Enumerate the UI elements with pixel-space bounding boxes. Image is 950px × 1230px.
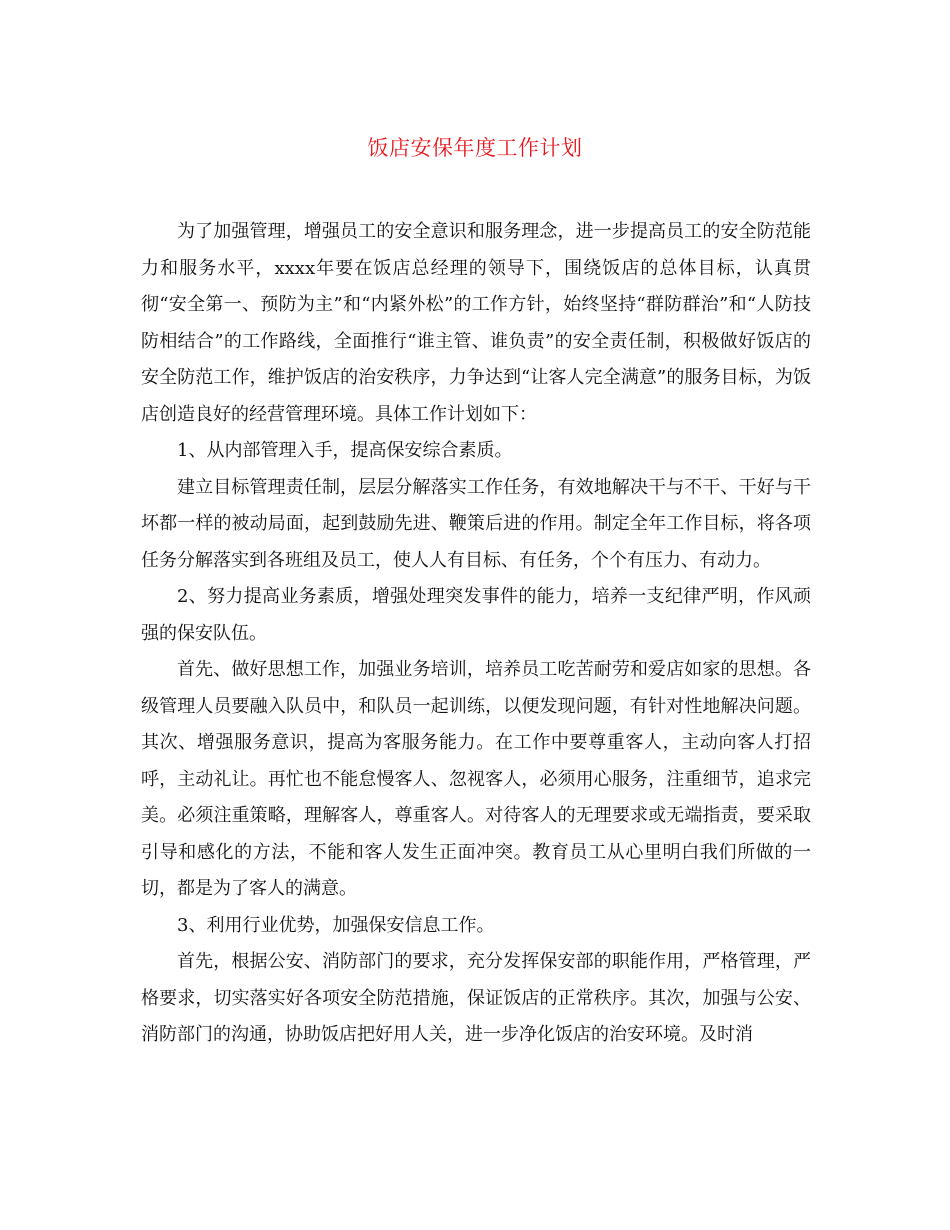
section-heading-3: 3、利用行业优势，加强保安信息工作。 bbox=[177, 914, 495, 936]
paragraph-section-3: 首先，根据公安、消防部门的要求，充分发挥保安部的职能作用，严格管理，严格要求，切实落实好各项安全防范措施，保证饭店的正常秩序。其次，加强与公安、消防部门的沟通，协助饭店把好用人关，进一步净化饭店的治安环境。及时消 bbox=[141, 951, 811, 1045]
paragraph-section-1: 建立目标管理责任制，层层分解落实工作任务，有效地解决干与不干、干好与干坏都一样的被动局面，起到鼓励先进、鞭策后进的作用。制定全年工作目标，将各项任务分解落实到各班组及员工，使人人有目标、有任务，个个有压力、有动力。 bbox=[141, 476, 811, 571]
document-body bbox=[141, 214, 811, 1054]
section-heading-1: 1、从内部管理入手，提高保安综合素质。 bbox=[177, 440, 513, 461]
paragraph-intro: 为了加强管理，增强员工的安全意识和服务理念，进一步提高员工的安全防范能力和服务水平，xxxx年要在饭店总经理的领导下，围绕饭店的总体目标，认真贯彻“安全第一、预防为主”和“内紧外松”的工作方针，始终坚持“群防群治”和“人防技防相结合”的工作路线，全面推行“谁主管、谁负责”的安全责任制，积极做好饭店的安全防范工作，维护饭店的治安秩序，力争达到“让客人完全满意”的服务目标，为饭店创造良好的经营管理环境。具体工作计划如下： bbox=[141, 221, 811, 425]
section-heading-2: 2、努力提高业务素质，增强处理突发事件的能力，培养一支纪律严明，作风顽强的保安队伍。 bbox=[141, 586, 811, 644]
document-title: 饭店安保年度工作计划 bbox=[367, 136, 583, 160]
paragraph-section-2: 首先、做好思想工作，加强业务培训，培养员工吃苦耐劳和爱店如家的思想。各级管理人员要融入队员中，和队员一起训练，以便发现问题，有针对性地解决问题。其次、增强服务意识，提高为客服务能力。在工作中要尊重客人，主动向客人打招呼，主动礼让。再忙也不能怠慢客人、忽视客人，必须用心服务，注重细节，追求完美。必须注重策略，理解客人，尊重客人。对待客人的无理要求或无端指责，要采取引导和感化的方法，不能和客人发生正面冲突。教育员工从心里明白我们所做的一切，都是为了客人的满意。 bbox=[141, 659, 811, 899]
